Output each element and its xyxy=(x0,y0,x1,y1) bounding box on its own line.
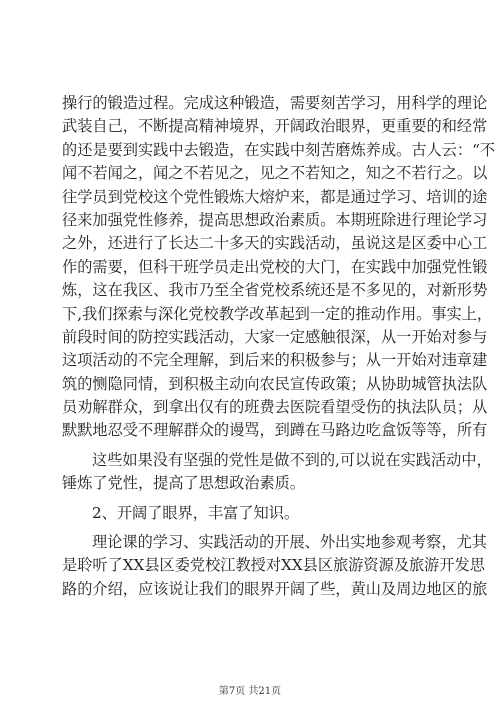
text-line: 下,我们探索与深化党校教学改革起到一定的推动作用。事实上， xyxy=(62,304,493,323)
text-line: 前段时间的防控实践活动，大家一定感触很深，从一开始对参与 xyxy=(62,327,488,346)
text-line: 理论课的学习、实践活动的开展、外出实地参观考察，尤其 xyxy=(92,533,487,552)
text-line: 的还是要到实践中去锻造，在实践中刻苦磨炼养成。古人云：“不 xyxy=(62,140,496,159)
text-line: 操行的锻造过程。完成这种锻造，需要刻苦学习，用科学的理论 xyxy=(62,94,488,112)
text-line: 是聆听了XX县区委党校江教授对XX县区旅游资源及旅游开发思 xyxy=(62,556,485,575)
text-line: 炼，这在我区、我市乃至全省党校系统还是不多见的，对新形势 xyxy=(62,281,488,300)
text-line: 径来加强党性修养，提高思想政治素质。本期班除进行理论学习 xyxy=(62,210,488,229)
text-line: 武装自己，不断提高精神境界，开阔政治眼界，更重要的和经常 xyxy=(62,117,488,136)
text-line: 锤炼了党性，提高了思想政治素质。 xyxy=(62,474,305,493)
text-line: 路的介绍，应该说让我们的眼界开阔了些，黄山及周边地区的旅 xyxy=(62,579,488,598)
text-line: 员劝解群众，到拿出仅有的班费去医院看望受伤的执法队员；从 xyxy=(62,398,488,417)
section-heading: 2、开阔了眼界，丰富了知识。 xyxy=(92,503,300,522)
text-line: 筑的恻隐同情，到积极主动向农民宣传政策；从协助城管执法队 xyxy=(62,374,488,393)
body-text xyxy=(62,92,496,601)
text-line: 闻不若闻之，闻之不若见之，见之不若知之，知之不若行之。以 xyxy=(62,164,488,183)
text-line: 作的需要，但科干班学员走出党校的大门，在实践中加强党性锻 xyxy=(62,257,488,276)
text-line: 往学员到党校这个党性锻炼大熔炉来，都是通过学习、培训的途 xyxy=(62,187,488,206)
text-line: 这些如果没有坚强的党性是做不到的,可以说在实践活动中， xyxy=(92,450,492,469)
text-line: 默默地忍受不理解群众的谩骂，到蹲在马路边吃盒饭等等，所有 xyxy=(62,421,488,440)
page-footer: 第7页 共21页 xyxy=(218,686,282,697)
text-line: 之外，还进行了长达二十多天的实践活动，虽说这是区委中心工 xyxy=(62,234,488,253)
text-line: 这项活动的不完全理解，到后来的积极参与；从一开始对违章建 xyxy=(62,351,488,370)
